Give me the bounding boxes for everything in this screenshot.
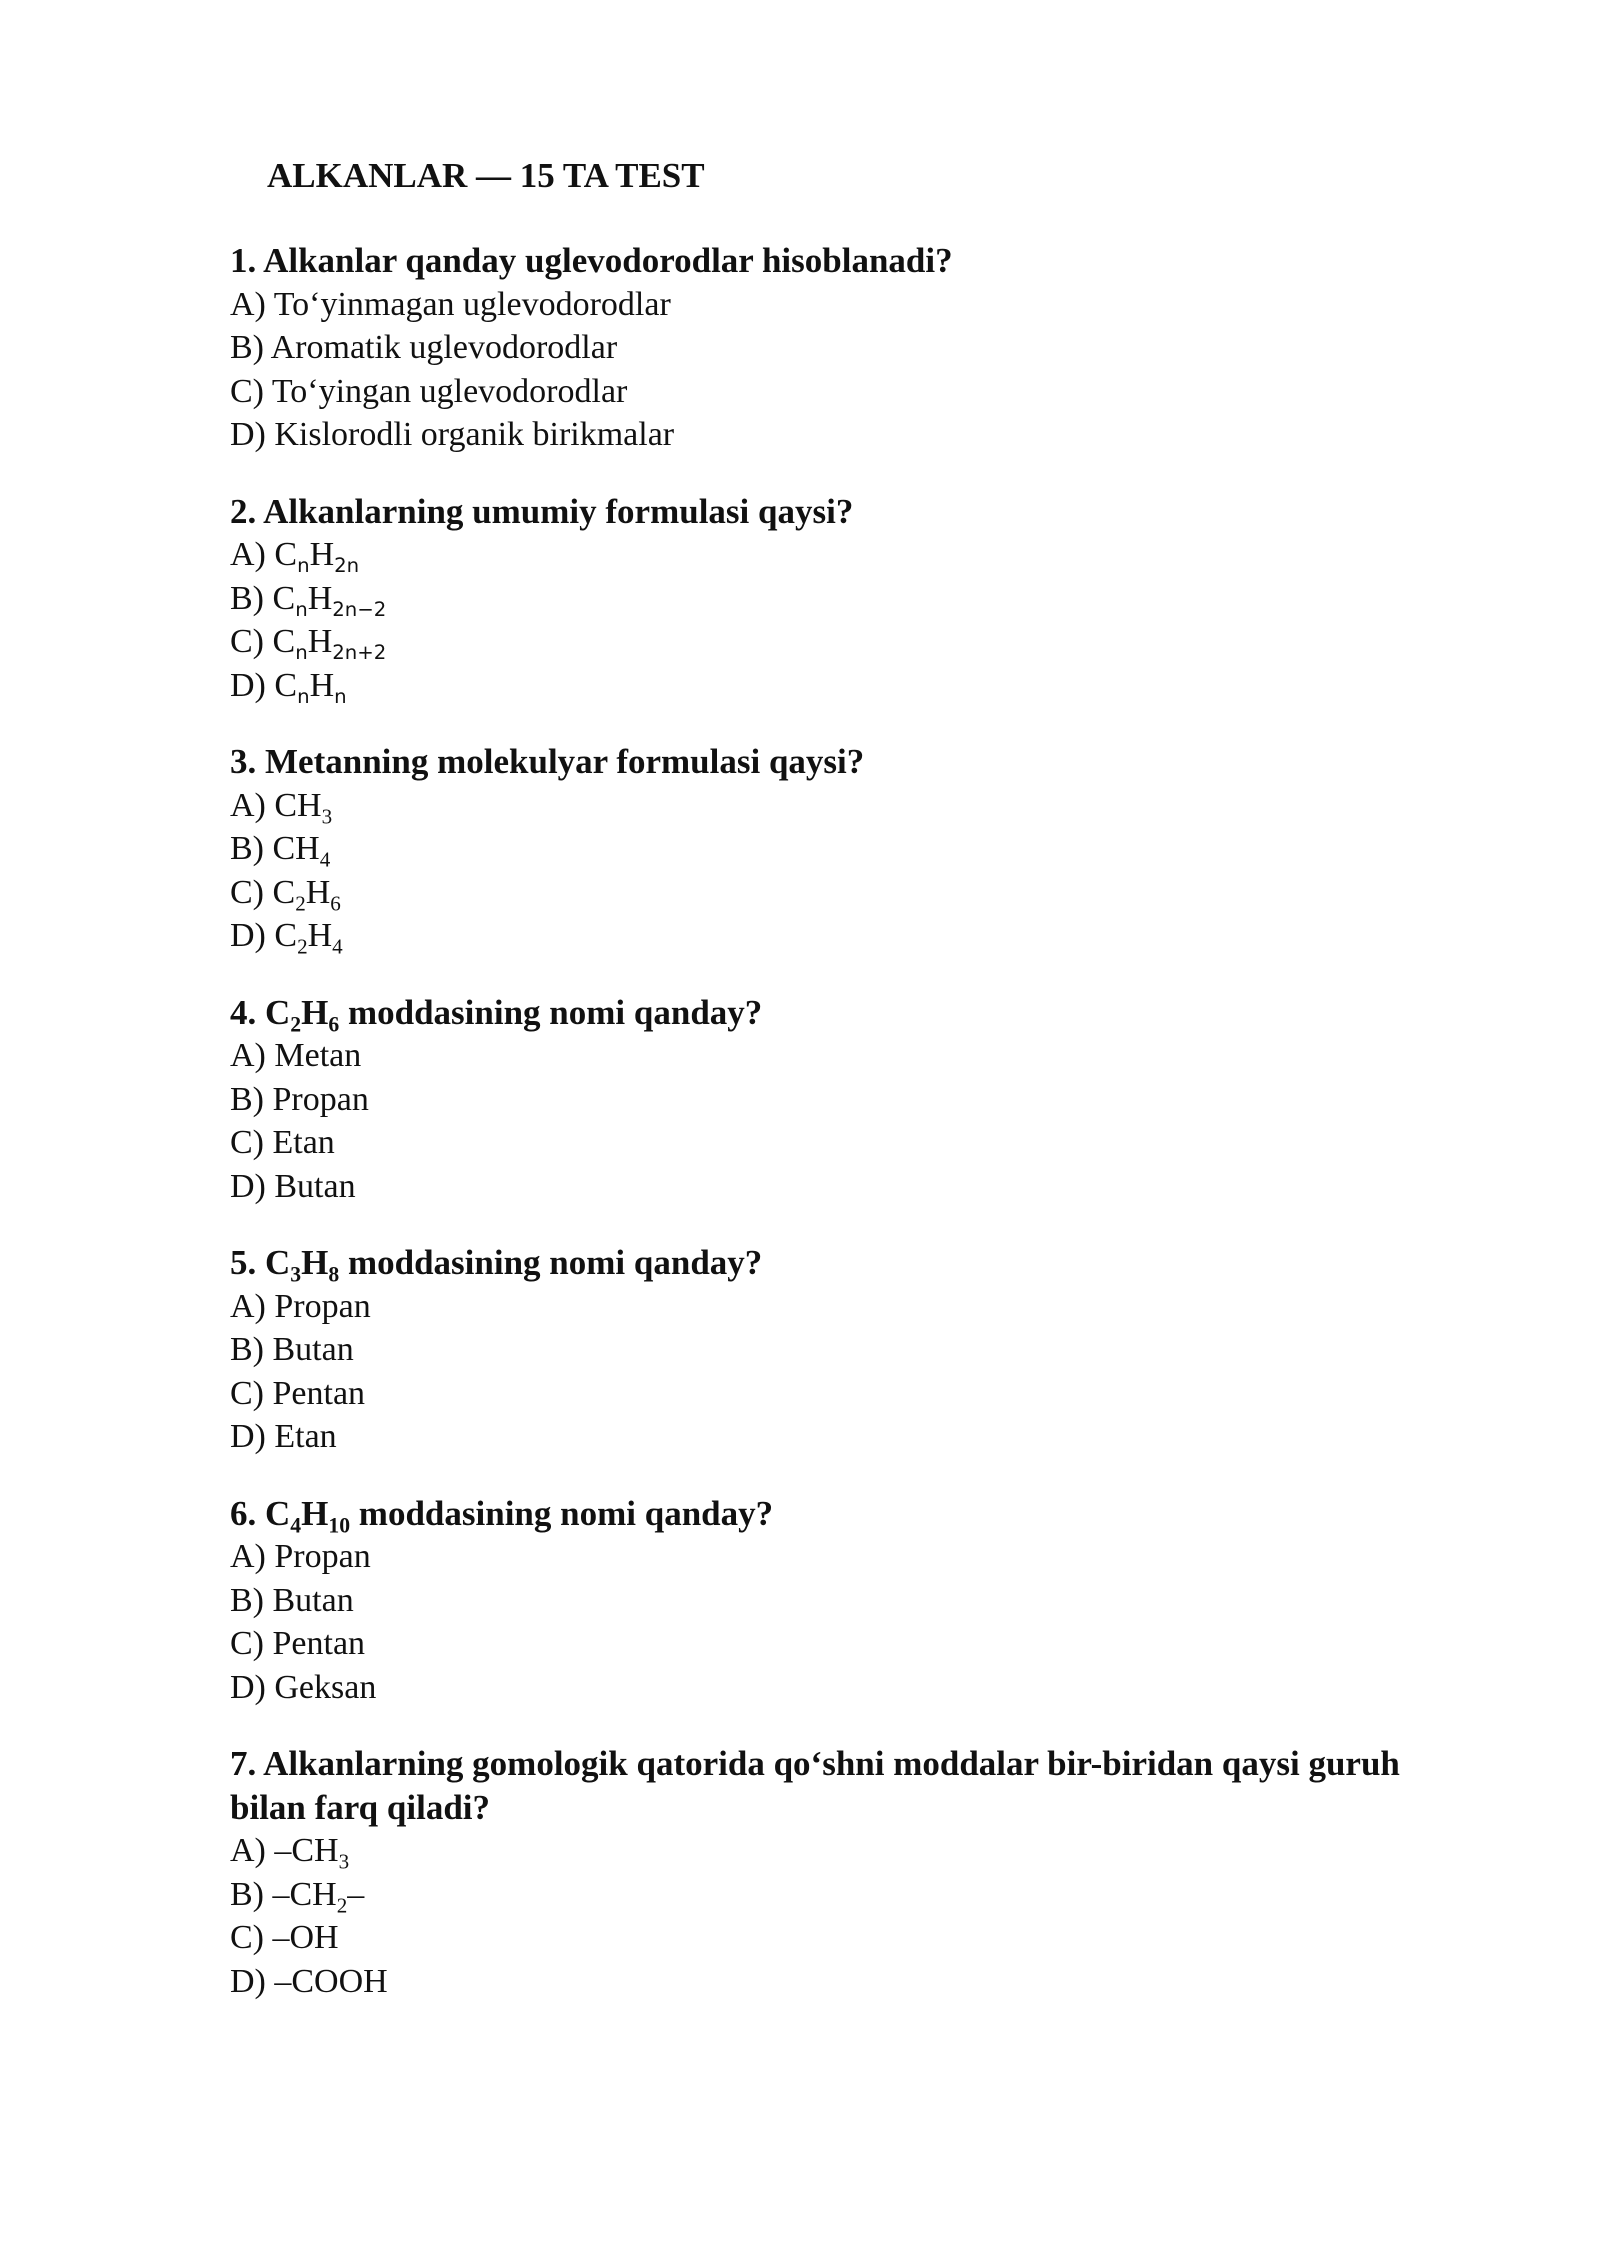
option-list: [230, 1535, 1430, 1709]
option-d: D) Etan: [230, 1418, 337, 1455]
question-2: [230, 490, 1430, 708]
option-d: D) Geksan: [230, 1668, 377, 1706]
question-4: [230, 991, 1430, 1209]
option-a: A) $-CH_3$: [230, 1832, 350, 1874]
option-d: D) $C_2H_4$: [230, 917, 343, 959]
option-c: C) $C_nH_{2n+2}$: [230, 623, 387, 664]
option-c: C) –OH: [230, 1919, 339, 1956]
question-text: 4. $C_2H_6$ moddasining nomi qanday?: [230, 992, 763, 1037]
option-c: C) Pentan: [230, 1374, 366, 1412]
question-6: [230, 1492, 1430, 1710]
option-a: A) Metan: [230, 1037, 362, 1074]
option-c: C) $C_2H_6$: [230, 873, 341, 915]
option-b: B) Butan: [230, 1581, 354, 1619]
option-b: B) $CH_4$: [230, 830, 331, 872]
option-list: [230, 283, 1430, 457]
question-5: [230, 1241, 1430, 1459]
option-d: D) Kislorodli organik birikmalar: [230, 416, 675, 453]
option-c: C) Pentan: [230, 1625, 366, 1662]
document-title: ALKANLAR — 15 TA TEST: [267, 156, 705, 195]
option-list: [230, 784, 1430, 958]
option-b: B) Propan: [230, 1080, 369, 1118]
question-text: 7. Alkanlarning gomologik qatorida qo‘shni moddalar bir-biridan qaysi guruh bilan farq qiladi?: [230, 1744, 1400, 1827]
option-a: A) Propan: [230, 1287, 371, 1325]
question-text: 2. Alkanlarning umumiy formulasi qaysi?: [230, 491, 854, 531]
question-3: [230, 740, 1430, 958]
option-d: D) Butan: [230, 1167, 356, 1205]
option-c: C) To‘yingan uglevodorodlar: [230, 372, 628, 410]
document-page: [230, 150, 1430, 2036]
option-a: A) $C_nH_{2n}$: [230, 536, 360, 577]
question-1: [230, 239, 1430, 457]
option-b: B) $C_nH_{2n-2}$: [230, 579, 387, 621]
question-text: 6. $C_4H_{10}$ moddasining nomi qanday?: [230, 1493, 774, 1538]
option-a: A) $CH_3$: [230, 786, 333, 828]
question-text: 5. $C_3H_8$ moddasining nomi qanday?: [230, 1243, 763, 1287]
option-b: B) Butan: [230, 1331, 354, 1368]
option-a: A) To‘yinmagan uglevodorodlar: [230, 285, 671, 323]
option-list: [230, 533, 1430, 707]
option-list: [230, 1829, 1430, 2003]
option-list: [230, 1034, 1430, 1208]
option-b: B) $-CH_2-$: [230, 1875, 365, 1917]
option-b: B) Aromatik uglevodorodlar: [230, 329, 618, 366]
question-text: 3. Metanning molekulyar formulasi qaysi?: [230, 742, 865, 781]
question-7: [230, 1742, 1430, 2003]
option-d: D) $C_nH_n$: [230, 666, 347, 708]
option-a: A) Propan: [230, 1538, 371, 1575]
question-text: 1. Alkanlar qanday uglevodorodlar hisoblanadi?: [230, 241, 953, 280]
option-d: D) –COOH: [230, 1962, 388, 2000]
option-c: C) Etan: [230, 1124, 335, 1161]
option-list: [230, 1285, 1430, 1459]
